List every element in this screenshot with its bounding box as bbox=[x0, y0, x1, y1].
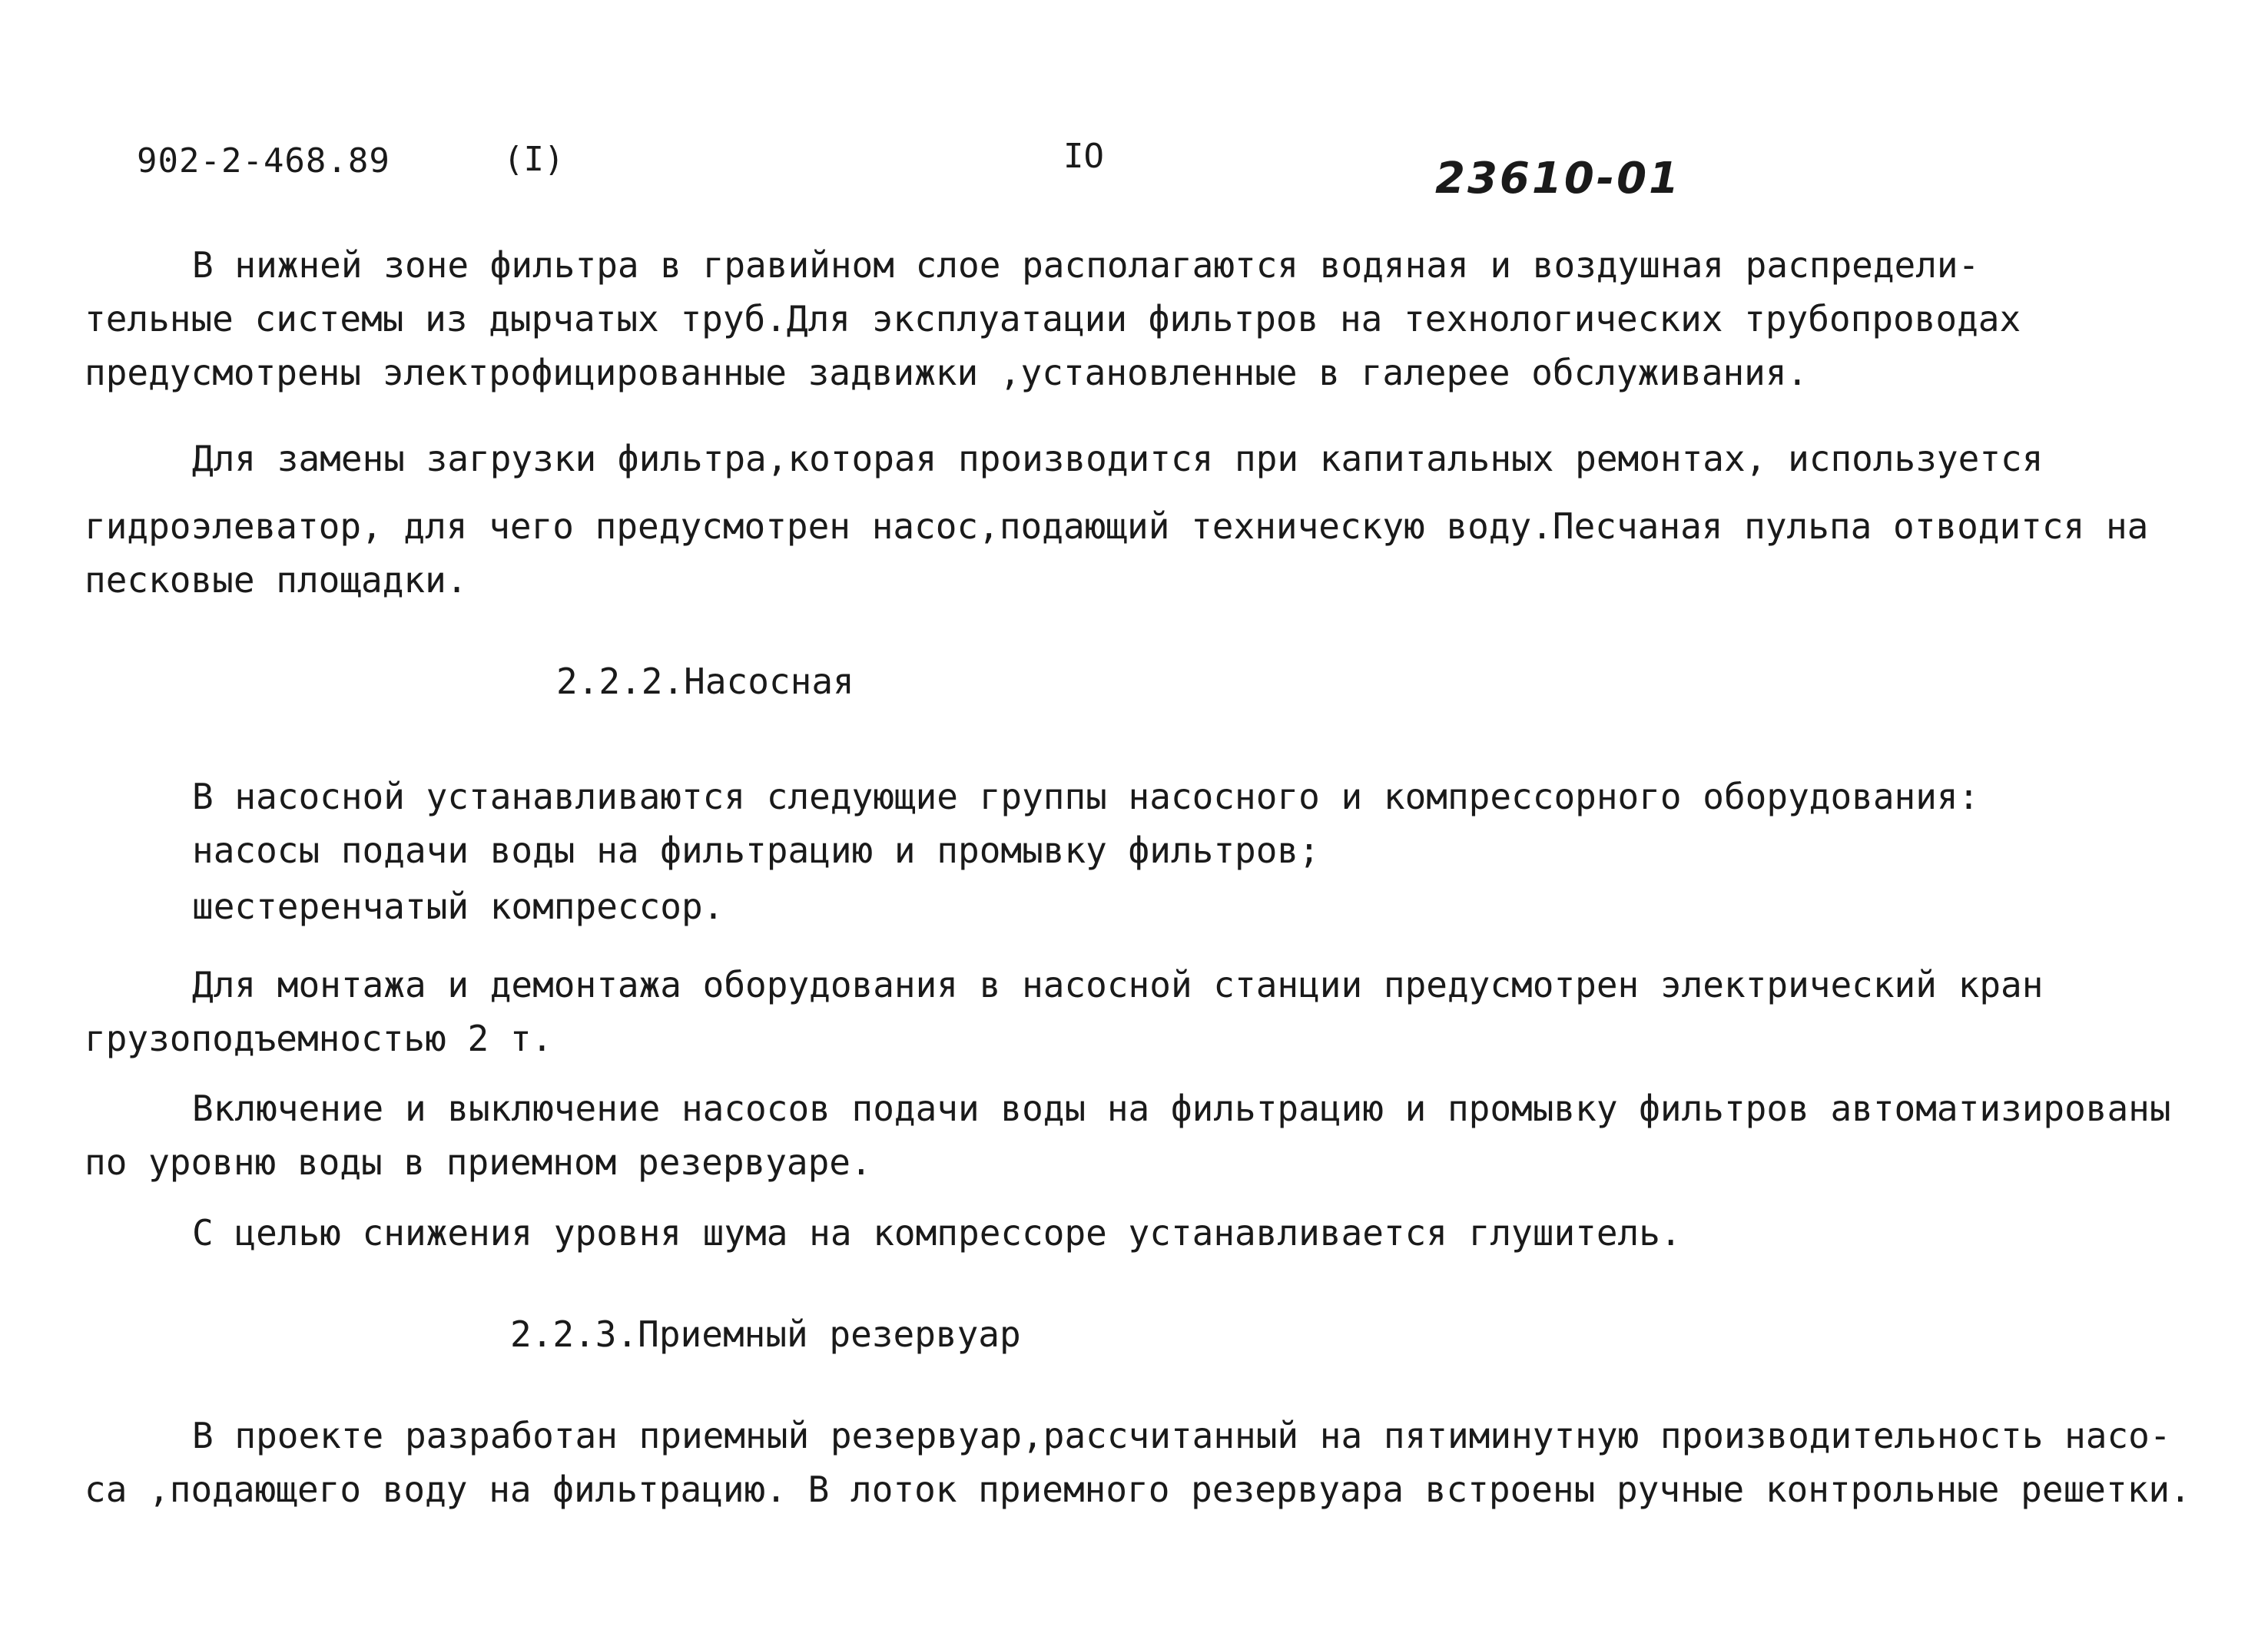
paragraph-reservoir bbox=[85, 1409, 2205, 1516]
text-line: В насосной устанавливаются следующие группы насосного и компрессорного оборудования: bbox=[192, 776, 1980, 817]
part-number: (I) bbox=[503, 140, 565, 179]
text-line: Для монтажа и демонтажа оборудования в насосной станции предусмотрен электрический кран bbox=[192, 964, 2044, 1005]
text-line: шестеренчатый компрессор. bbox=[192, 886, 724, 927]
text-line: насосы подачи воды на фильтрацию и промывку фильтров; bbox=[192, 830, 1320, 871]
paragraph-filter-replacement bbox=[85, 432, 2205, 607]
text-line: по уровню воды в приемном резервуаре. bbox=[85, 1141, 872, 1183]
document-code: 902-2-468.89 bbox=[137, 141, 390, 181]
text-line: грузоподъемностью 2 т. bbox=[85, 1018, 553, 1059]
paragraph-crane bbox=[85, 958, 2205, 1065]
text-line: В нижней зоне фильтра в гравийном слое располагаются водяная и воздушная распредели- bbox=[192, 244, 1980, 286]
section-heading-pump-station: 2.2.2.Насосная bbox=[556, 661, 854, 702]
paragraph-silencer bbox=[85, 1206, 2205, 1260]
text-line: са ,подающего воду на фильтрацию. В лоток приемного резервуара встроены ручные контрольные решетки. bbox=[85, 1469, 2191, 1510]
paragraph-pump-groups bbox=[85, 770, 2205, 877]
paragraph-automation bbox=[85, 1081, 2205, 1189]
text-line: тельные системы из дырчатых труб.Для эксплуатации фильтров на технологических трубопроводах bbox=[85, 298, 2021, 340]
text-line: песковые площадки. bbox=[85, 559, 468, 601]
section-heading-receiving-reservoir: 2.2.3.Приемный резервуар bbox=[510, 1313, 1021, 1355]
text-line: гидроэлеватор, для чего предусмотрен насос,подающий техническую воду.Песчаная пульпа отводится на bbox=[85, 505, 2149, 547]
page-number: IO bbox=[1063, 137, 1104, 176]
text-line: предусмотрены электрофицированные задвижки ,установленные в галерее обслуживания. bbox=[85, 352, 1809, 393]
paragraph-filter-lower-zone bbox=[85, 238, 2205, 399]
text-line: С целью снижения уровня шума на компрессоре устанавливается глушитель. bbox=[192, 1212, 1682, 1254]
text-line: Для замены загрузки фильтра,которая производится при капитальных ремонтах, используется bbox=[192, 438, 2044, 479]
inventory-stamp: 23610-01 bbox=[1435, 154, 1681, 204]
text-line: В проекте разработан приемный резервуар,рассчитанный на пятиминутную производительность насо- bbox=[192, 1415, 2171, 1456]
text-line: Включение и выключение насосов подачи воды на фильтрацию и промывку фильтров автоматизированы bbox=[192, 1088, 2171, 1129]
paragraph-compressor bbox=[85, 879, 2205, 933]
